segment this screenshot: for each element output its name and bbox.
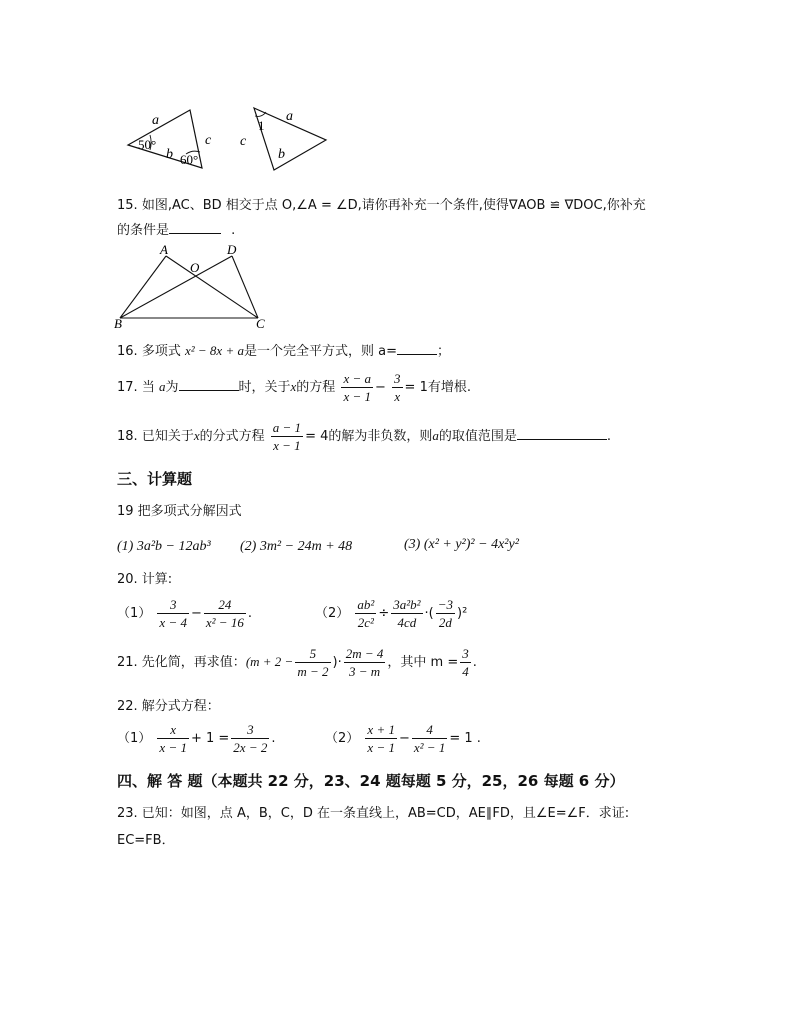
q22-a-den: x − 1 (159, 740, 187, 755)
q16-expr: x² − 8x + a (184, 343, 244, 358)
q22-part2 (325, 721, 481, 756)
q22-plus: + 1 = (190, 731, 230, 746)
q22-dot: . (271, 731, 276, 746)
q20-c-den: 2c² (357, 615, 374, 630)
q21-frac-1 (295, 645, 330, 680)
q18-mid: 的分式方程 (199, 429, 265, 444)
q21-f1-num: 5 (295, 645, 330, 663)
q22-frac-d (412, 721, 447, 756)
q22-d-num: 4 (412, 721, 447, 739)
q21-f3-num: 3 (462, 646, 469, 661)
q22-label1: （1） (117, 731, 152, 746)
q21-close: )· (332, 655, 342, 670)
q18 (117, 419, 611, 454)
q20-e-num: −3 (437, 597, 454, 612)
q20-c-num: ab² (357, 597, 375, 612)
q22-frac-c (365, 721, 397, 756)
q20-b-num: 24 (204, 596, 246, 614)
q19-title: 19 把多项式分解因式 (117, 504, 242, 519)
q18-answer-blank[interactable] (517, 439, 607, 440)
q17-x: x (290, 379, 297, 394)
q21-f3-den: 4 (462, 664, 469, 679)
q20-part2 (315, 596, 467, 631)
q20-a-num: 3 (157, 596, 189, 614)
q20-close: )² (457, 606, 468, 621)
q18-fraction (271, 419, 303, 454)
q21-f1-den: m − 2 (297, 664, 329, 679)
q17 (117, 370, 471, 405)
q15-fig-B: B (114, 316, 122, 331)
tri1-angle-50: 50° (138, 137, 157, 152)
q15-line1 (117, 194, 646, 213)
q16-pre: 多项式 (141, 344, 181, 359)
q22-eq: = 1 . (449, 731, 481, 746)
q21 (117, 645, 477, 680)
q15-text2: 的条件是 (117, 223, 170, 238)
q20-e-den: 2d (438, 615, 452, 630)
q21-f2-num: 2m − 4 (345, 646, 384, 661)
q22-b-num: 3 (231, 721, 269, 739)
tri1-label-c: c (205, 133, 212, 148)
triangle-figures (120, 100, 340, 175)
q18-pre: 已知关于 (141, 429, 194, 444)
q22-b-den: 2x − 2 (233, 740, 268, 755)
q17-f1-den: x − 1 (343, 389, 371, 404)
q17-mid1: 为 (165, 380, 179, 395)
q20-div: ÷ (378, 606, 390, 621)
q20-b-den: x² − 16 (205, 615, 244, 630)
q22-minus: − (398, 731, 410, 746)
tri1-label-b: b (166, 147, 173, 162)
q20-label1: （1） (117, 606, 152, 621)
q18-x: x (193, 428, 200, 443)
q23-line2: EC=FB． (117, 833, 175, 848)
q20-mul: ·( (424, 606, 434, 621)
q20-part1 (117, 596, 252, 631)
q17-number: 17. (117, 380, 138, 395)
q20-frac-c (355, 596, 376, 631)
q17-fraction-1 (341, 370, 373, 405)
q15-fig-A: A (160, 242, 168, 257)
q17-var: a (158, 379, 166, 394)
q18-eq: = 4 (305, 429, 329, 444)
section-3-heading: 三、计算题 (117, 470, 193, 488)
q20-d-num: 3a²b² (393, 597, 421, 612)
q21-pre: 21. 先化简，再求值： (117, 655, 246, 670)
q20-minus: − (190, 606, 202, 621)
q20-title: 20. 计算: (117, 572, 173, 587)
q17-answer-blank[interactable] (179, 390, 239, 391)
q20-frac-a (157, 596, 189, 631)
q17-fraction-2 (392, 370, 403, 405)
q21-frac-2 (344, 645, 386, 680)
q20-label2: （2） (315, 606, 350, 621)
tri2-label-a: a (286, 109, 293, 124)
q16-tail: ； (436, 344, 450, 359)
q15-line2 (117, 219, 235, 238)
q21-frac-3 (460, 645, 471, 680)
q21-open: (m + 2 − (245, 654, 294, 669)
q18-f-den: x − 1 (273, 438, 301, 453)
q16-post: 是一个完全平方式，则 a= (243, 344, 397, 359)
q18-a: a (432, 428, 439, 443)
q15-answer-blank[interactable] (169, 233, 221, 234)
q20-frac-b (204, 596, 246, 631)
q22-title: 22. 解分式方程： (117, 699, 220, 714)
q22-d-den: x² − 1 (413, 740, 446, 755)
q20-dot: . (247, 606, 252, 621)
q15-fig-D: D (227, 242, 237, 257)
q20-d-den: 4cd (397, 615, 417, 630)
q17-f2-num: 3 (394, 371, 401, 386)
q19-part2: (2) 3m² − 24m + 48 (240, 539, 353, 554)
q19-part1: (1) 3a²b − 12ab³ (117, 539, 211, 554)
q19-part3: (3) (x² + y²)² − 4x²y² (404, 537, 519, 552)
q20-a-den: x − 4 (159, 615, 187, 630)
q17-mid3: 的方程 (296, 380, 336, 395)
q15-figure (110, 240, 280, 332)
section-4-heading: 四、解 答 题（本题共 22 分，23、24 题每题 5 分，25，26 每题 6 分） (117, 772, 625, 790)
q18-number: 18. (117, 429, 138, 444)
q15-number: 15. (117, 198, 138, 213)
q18-mid2: 的解为非负数，则 (328, 429, 433, 444)
q20-frac-e (436, 596, 455, 631)
q15-fig-C: C (256, 316, 265, 331)
q21-tail: . (472, 655, 477, 670)
q22-frac-b (231, 721, 269, 756)
q17-post: 有增根. (427, 380, 471, 395)
tri2-label-c: c (240, 134, 247, 149)
q22-a-num: x (157, 721, 189, 739)
q18-tail: . (606, 429, 612, 444)
q22-label2: （2） (325, 731, 360, 746)
q17-pre: 当 (141, 380, 155, 395)
q23-line1: 23. 已知：如图，点 A，B，C，D 在一条直线上，AB=CD，AE∥FD，且∠E=∠F．求证: (117, 806, 630, 821)
q16-answer-blank[interactable] (397, 354, 437, 355)
q15-text1: 如图,AC、BD 相交于点 O,∠A = ∠D,请你再补充一个条件,使得∇AOB ≌ ∇DOC,你补充 (141, 198, 646, 213)
q16 (117, 340, 450, 359)
tri2-label-b: b (278, 147, 285, 162)
tri1-label-a: a (152, 113, 159, 128)
q18-post: 的取值范围是 (438, 429, 517, 444)
tri1-angle-60: 60° (180, 152, 199, 167)
q17-f2-den: x (394, 389, 401, 404)
q17-minus: − (375, 380, 386, 395)
q17-f1-num: x − a (343, 371, 371, 386)
q17-eq: = 1 (404, 380, 428, 395)
q15-fig-O: O (190, 260, 200, 275)
q16-number: 16. (117, 344, 138, 359)
q20-frac-d (391, 596, 422, 631)
q22-c-num: x + 1 (367, 722, 395, 737)
q22-frac-a (157, 721, 189, 756)
q15-tail: . (231, 223, 236, 238)
q17-mid2: 时，关于 (238, 380, 291, 395)
tri2-mark-1: 1 (258, 118, 265, 133)
q22-part1 (117, 721, 275, 756)
q21-f2-den: 3 − m (348, 664, 381, 679)
q22-c-den: x − 1 (367, 740, 395, 755)
q21-mid: ，其中 m = (387, 655, 459, 670)
q18-f-num: a − 1 (272, 420, 302, 435)
